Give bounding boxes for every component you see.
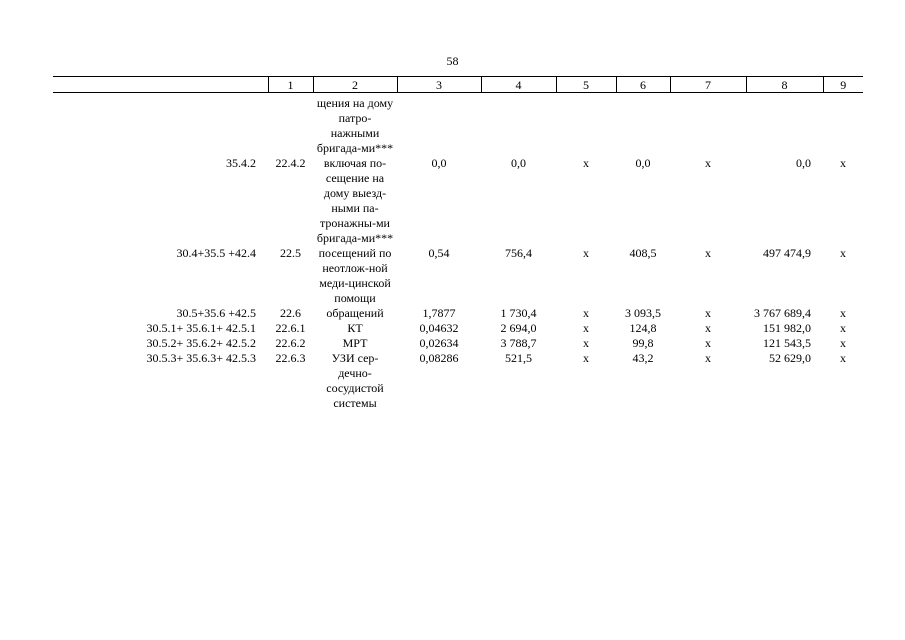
value-cell-4: 2 694,0 (500, 321, 537, 335)
value-cell-6: 124,8 (629, 321, 657, 335)
value-cell-9: х (840, 306, 846, 320)
column-header: 2 (313, 77, 397, 93)
table-row (53, 321, 863, 336)
value-cell-9: х (840, 156, 846, 170)
indicator-name-cell: УЗИ сер-дечно-сосудистой системы (326, 351, 384, 410)
value-cell-8: 121 543,5 (763, 336, 811, 350)
table-row (53, 306, 863, 321)
value-cell-8: 151 982,0 (763, 321, 811, 335)
column-header: 1 (268, 77, 313, 93)
column-header: 7 (670, 77, 746, 93)
value-cell-5: х (583, 336, 589, 350)
row-reference-cell: 30.5.1+ 35.6.1+ 42.5.1 (146, 321, 256, 335)
value-cell-6: 99,8 (632, 336, 654, 350)
column-header: 3 (397, 77, 481, 93)
row-code-cell: 22.4.2 (275, 156, 306, 170)
value-cell-8: 3 767 689,4 (754, 306, 811, 320)
column-header: 5 (556, 77, 616, 93)
value-cell-7 (670, 93, 746, 157)
value-cell-8 (746, 93, 823, 157)
row-code-cell: 22.6.1 (275, 321, 306, 335)
indicator-name-cell: обращений (326, 306, 384, 320)
row-code-cell: 22.6.3 (275, 351, 306, 365)
value-cell-3 (397, 93, 481, 157)
table-row (53, 351, 863, 411)
value-cell-5: х (583, 306, 589, 320)
value-cell-9: х (840, 336, 846, 350)
row-reference-cell: 30.4+35.5 +42.4 (176, 246, 256, 260)
column-header: 4 (481, 77, 556, 93)
row-code-cell: 22.6.2 (275, 336, 306, 350)
value-cell-9: х (840, 321, 846, 335)
table-row (53, 336, 863, 351)
indicator-name-cell: щения на дому патро-нажными бригада-ми*** (316, 96, 394, 155)
value-cell-6: 0,0 (635, 156, 651, 170)
value-cell-3: 0,0 (431, 156, 447, 170)
row-reference-cell (53, 93, 268, 157)
value-cell-3: 0,08286 (419, 351, 459, 365)
value-cell-8: 0,0 (796, 156, 811, 170)
row-reference-cell: 30.5+35.6 +42.5 (176, 306, 256, 320)
indicator-name-cell: посещений по неотлож-ной меди-цинской помощи (318, 246, 392, 305)
value-cell-9: х (840, 351, 846, 365)
column-header: 8 (746, 77, 823, 93)
value-cell-4: 0,0 (511, 156, 526, 170)
value-cell-7: х (705, 246, 711, 260)
table-row (53, 246, 863, 306)
value-cell-4: 756,4 (505, 246, 532, 260)
value-cell-7: х (705, 351, 711, 365)
value-cell-5: х (583, 321, 589, 335)
value-cell-8: 497 474,9 (763, 246, 811, 260)
row-code-cell: 22.5 (280, 246, 301, 260)
value-cell-6: 408,5 (629, 246, 657, 260)
value-cell-5 (556, 93, 616, 157)
data-table (53, 76, 863, 411)
value-cell-4: 521,5 (505, 351, 532, 365)
value-cell-7: х (705, 156, 711, 170)
row-code-cell (268, 93, 313, 157)
value-cell-8: 52 629,0 (769, 351, 811, 365)
column-header: 9 (823, 77, 863, 93)
row-reference-cell: 30.5.3+ 35.6.3+ 42.5.3 (146, 351, 256, 365)
value-cell-5: х (583, 246, 589, 260)
row-reference-cell: 35.4.2 (226, 156, 256, 170)
value-cell-3: 0,54 (428, 246, 450, 260)
value-cell-7: х (705, 306, 711, 320)
value-cell-7: х (705, 336, 711, 350)
table-row (53, 156, 863, 246)
column-header (53, 77, 268, 93)
header-row (53, 77, 863, 93)
value-cell-9 (823, 93, 863, 157)
table-row (53, 93, 863, 157)
value-cell-3: 0,04632 (419, 321, 459, 335)
row-code-cell: 22.6 (280, 306, 301, 320)
indicator-name-cell: КТ (347, 321, 363, 335)
value-cell-5: х (583, 351, 589, 365)
indicator-name-cell: включая по-сещение на дому выезд-ными па-тронажны-ми бригада-ми*** (316, 156, 394, 245)
value-cell-4 (481, 93, 556, 157)
value-cell-6: 43,2 (632, 351, 654, 365)
value-cell-3: 0,02634 (419, 336, 459, 350)
value-cell-3: 1,7877 (422, 306, 456, 320)
value-cell-6: 3 093,5 (625, 306, 661, 320)
value-cell-6 (616, 93, 670, 157)
page-number: 58 (446, 54, 459, 68)
value-cell-4: 3 788,7 (500, 336, 537, 350)
value-cell-5: х (583, 156, 589, 170)
column-header: 6 (616, 77, 670, 93)
row-reference-cell: 30.5.2+ 35.6.2+ 42.5.2 (146, 336, 256, 350)
value-cell-7: х (705, 321, 711, 335)
value-cell-9: х (840, 246, 846, 260)
value-cell-4: 1 730,4 (500, 306, 537, 320)
indicator-name-cell: МРТ (342, 336, 368, 350)
